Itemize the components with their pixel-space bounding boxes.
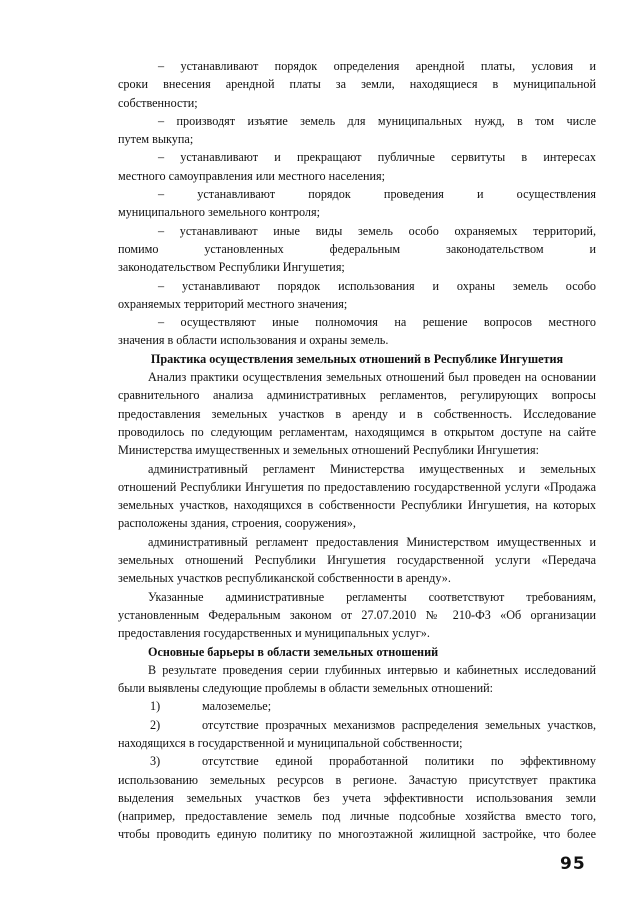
- text-line: законодательством Республики Ингушетия;: [118, 260, 345, 275]
- text-line: были выявлены следующие проблемы в области земельных отношений:: [118, 681, 494, 696]
- text-line: выделения земельных участков без учета эффективности использования земли: [118, 790, 596, 805]
- text-line: сравнительного анализа административных регламентов, регулирующих вопросы: [118, 388, 596, 403]
- numbered-item-3: [118, 752, 596, 770]
- list-item-servitudes: – устанавливают и прекращают публичные сервитуты в интересах: [158, 150, 596, 165]
- text-line: Министерства имущественных и земельных отношений Республики Ингушетия:: [118, 443, 539, 458]
- text-line: охраняемых территорий местного значения;: [118, 296, 348, 311]
- text-line: чтобы проводить единую политику по многоэтажной жилищной застройке, что более: [118, 827, 596, 842]
- item-number: 3): [150, 754, 161, 769]
- text-line: путем выкупа;: [118, 132, 194, 147]
- text-line: установленным Федеральным законом от 27.07.2010 № 210-ФЗ «Об организации: [118, 607, 596, 622]
- text-line: земельных участков республиканской собственности в аренду».: [118, 571, 451, 586]
- text-line: помимо установленных федеральным законодательством и: [118, 241, 596, 256]
- numbered-item-2: [118, 716, 596, 734]
- text-line: собственности;: [118, 95, 198, 110]
- text-line: отношений Республики Ингушетия по предоставлению государственной услуги «Продажа: [118, 479, 596, 494]
- paragraph-research: В результате проведения серии глубинных интервью и кабинетных исследований: [148, 662, 596, 677]
- paragraph-compliance: Указанные административные регламенты соответствуют требованиям,: [148, 589, 596, 604]
- item-text: отсутствие прозрачных механизмов распределения земельных участков,: [202, 717, 596, 732]
- page-body: [118, 57, 596, 844]
- page-number: 95: [560, 854, 586, 874]
- paragraph-regulation-lease: административный регламент предоставления Министерством имущественных и: [148, 534, 596, 549]
- item-text: малоземелье;: [202, 699, 272, 714]
- text-line: местного самоуправления или местного населения;: [118, 168, 386, 183]
- paragraph-analysis: Анализ практики осуществления земельных отношений был проведен на основании: [148, 370, 596, 385]
- text-line: (например, предоставление земель под личные подсобные хозяйства вместо того,: [118, 809, 596, 824]
- text-line: проводилось по следующим регламентам, находящимся в открытом доступе на сайте: [118, 424, 596, 439]
- text-line: использованию земельных ресурсов в регионе. Зачастую присутствует практика: [118, 772, 596, 787]
- text-line: расположены здания, строения, сооружения»,: [118, 516, 356, 531]
- text-line: предоставления государственных и муниципальных услуг».: [118, 626, 430, 641]
- text-line: земельных отношений Республики Ингушетия государственной услуги «Передача: [118, 553, 596, 568]
- list-item-land-seizure: – производят изъятие земель для муниципальных нужд, в том числе: [158, 113, 596, 128]
- text-line: значения в области использования и охраны земель.: [118, 333, 389, 348]
- paragraph-regulation-sale: административный регламент Министерства имущественных и земельных: [148, 461, 596, 476]
- section-heading-barriers: Основные барьеры в области земельных отношений: [148, 644, 439, 659]
- item-number: 2): [150, 717, 161, 732]
- list-item-protected-areas: – устанавливают иные виды земель особо охраняемых территорий,: [158, 223, 596, 238]
- text-line: сроки внесения арендной платы за земли, находящиеся в муниципальной: [118, 77, 596, 92]
- item-text: отсутствие единой проработанной политики по эффективному: [202, 754, 596, 769]
- text-line: муниципального земельного контроля;: [118, 205, 320, 220]
- list-item-rent-procedure: – устанавливают порядок определения арендной платы, условия и: [158, 59, 596, 73]
- list-item-protection-order: – устанавливают порядок использования и охраны земель особо: [158, 278, 596, 293]
- text-line: предоставления земельных участков в аренду и в собственность. Исследование: [118, 406, 596, 421]
- numbered-item-1: [118, 697, 596, 715]
- text-line: земельных участков, находящихся в собственности Республики Ингушетия, на которых: [118, 498, 596, 513]
- list-item-other-powers: – осуществляют иные полномочия на решение вопросов местного: [158, 315, 596, 330]
- section-heading-practice: Практика осуществления земельных отношений в Республике Ингушетия: [150, 351, 564, 366]
- text-line: находящихся в государственной и муниципальной собственности;: [118, 735, 463, 750]
- item-number: 1): [150, 699, 161, 714]
- list-item-land-control: – устанавливают порядок проведения и осуществления: [158, 187, 596, 202]
